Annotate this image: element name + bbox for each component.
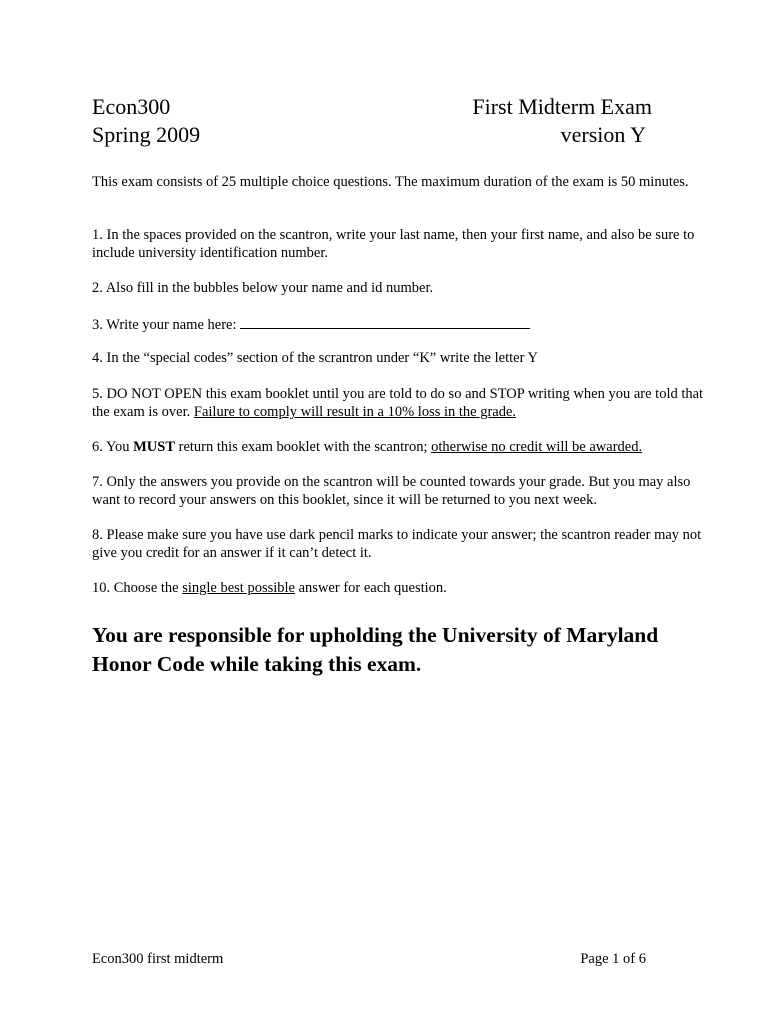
exam-title: First Midterm Exam xyxy=(472,94,652,119)
page-number: Page 1 of 6 xyxy=(580,951,646,967)
exam-header xyxy=(460,93,652,149)
exam-version: version Y xyxy=(560,122,646,147)
instruction-10: 10. Choose the single best possible answer for each question. xyxy=(92,580,447,596)
course-name: Econ300 xyxy=(92,94,171,119)
instruction-7: 7. Only the answers you provide on the scantron will be counted towards your grade. But you may also want to record your answers on this booklet, since it will be returned to you next week. xyxy=(92,474,691,508)
course-header xyxy=(92,93,200,149)
footer-title: Econ300 first midterm xyxy=(92,951,224,967)
instruction-8: 8. Please make sure you have use dark pencil marks to indicate your answer; the scantron reader may not give you credit for an answer if it can’t detect it. xyxy=(92,527,702,561)
instruction-6: 6. You MUST return this exam booklet with the scantron; otherwise no credit will be awarded. xyxy=(92,439,643,455)
name-label: 3. Write your name here: xyxy=(92,317,237,333)
instruction-5: 5. DO NOT OPEN this exam booklet until you are told to do so and STOP writing when you are told that the exam is over. Failure to comply will result in a 10% loss in the grade. xyxy=(92,386,704,420)
best-answer-emphasis: single best possible xyxy=(182,580,295,596)
no-credit-warning: otherwise no credit will be awarded. xyxy=(431,439,643,455)
penalty-warning: Failure to comply will result in a 10% loss in the grade. xyxy=(193,404,517,420)
instruction-1: 1. In the spaces provided on the scantron, write your last name, then your first name, and also be sure to include university identification number. xyxy=(92,227,695,261)
instruction-4: 4. In the “special codes” section of the scrantron under “K” write the letter Y xyxy=(92,350,538,366)
instruction-3 xyxy=(92,314,704,334)
intro-paragraph: This exam consists of 25 multiple choice questions. The maximum duration of the exam is 50 minutes. xyxy=(92,174,689,190)
instruction-2: 2. Also fill in the bubbles below your name and id number. xyxy=(92,280,434,296)
name-blank-line xyxy=(240,314,530,329)
honor-code-statement: You are responsible for upholding the University of Maryland Honor Code while taking this exam. xyxy=(92,623,659,676)
term: Spring 2009 xyxy=(92,122,201,147)
